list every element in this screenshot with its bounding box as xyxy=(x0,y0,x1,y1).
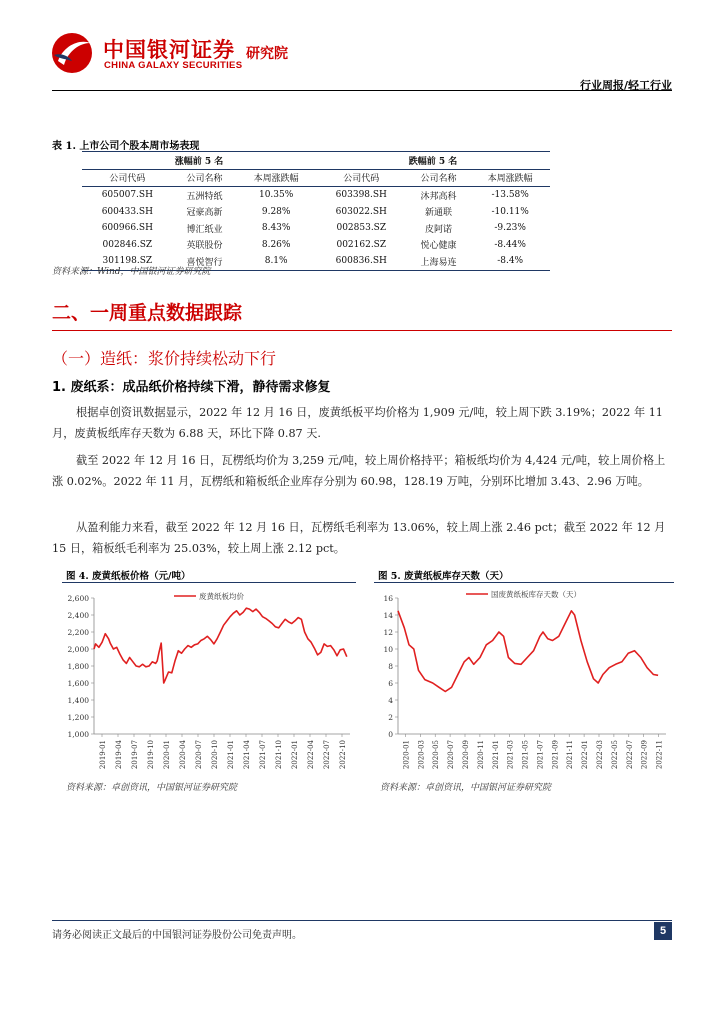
x-tick-label: 2022-04 xyxy=(307,740,315,770)
brand-name-en: CHINA GALAXY SECURITIES xyxy=(104,60,243,71)
y-tick-label: 10 xyxy=(383,645,393,654)
x-tick-label: 2020-11 xyxy=(476,740,485,770)
table-cell: 10.35% xyxy=(258,190,294,201)
waste-paper-inventory-chart xyxy=(374,584,674,776)
x-tick-label: 2019-01 xyxy=(99,740,107,770)
table-cell: 8.1% xyxy=(236,253,316,270)
y-tick-label: 16 xyxy=(383,594,393,603)
y-tick-label: 4 xyxy=(388,696,393,705)
table-cell: 喜悦智行 xyxy=(173,253,237,270)
table-cell: 英联股份 xyxy=(186,241,223,252)
table-cell: 600966.SH xyxy=(101,223,153,234)
figure-4-source: 资料来源：卓创资讯，中国银河证券研究院 xyxy=(66,783,238,793)
x-tick-label: 2022-01 xyxy=(291,740,299,770)
column-header: 本周涨跌幅 xyxy=(236,169,316,187)
header-divider xyxy=(52,90,672,91)
x-tick-label: 2022-01 xyxy=(581,740,590,770)
x-tick-label: 2020-01 xyxy=(163,740,171,770)
table-row xyxy=(82,187,550,204)
table-cell: 8.26% xyxy=(261,239,291,250)
footer-divider xyxy=(52,920,672,921)
series-line xyxy=(94,608,347,683)
x-tick-label: 2021-04 xyxy=(243,740,251,770)
page-number: 5 xyxy=(654,922,672,940)
y-tick-label: 2,400 xyxy=(67,611,89,620)
section-divider xyxy=(52,330,672,331)
y-tick-label: 2 xyxy=(388,713,393,722)
x-tick-label: 2022-09 xyxy=(640,740,649,770)
table-cell: -8.44% xyxy=(494,239,526,250)
column-header: 公司名称 xyxy=(407,169,471,187)
x-tick-label: 2019-10 xyxy=(147,740,155,770)
table-cell: 博汇纸业 xyxy=(186,224,223,235)
y-tick-label: 1,400 xyxy=(67,696,89,705)
column-header: 公司代码 xyxy=(82,169,173,187)
y-tick-label: 2,000 xyxy=(67,645,89,654)
x-tick-label: 2020-07 xyxy=(195,740,203,770)
y-tick-label: 1,800 xyxy=(67,662,89,671)
topic-heading: 1. 废纸系：成品纸价格持续下滑，静待需求修复 xyxy=(52,380,331,395)
table-group-row xyxy=(82,152,550,170)
report-type: 行业周报/轻工行业 xyxy=(579,79,672,92)
column-header: 公司代码 xyxy=(316,169,407,187)
table-row xyxy=(82,220,550,237)
table-header-row xyxy=(82,169,550,187)
x-tick-label: 2020-03 xyxy=(417,740,426,770)
x-tick-label: 2022-10 xyxy=(339,740,347,770)
waste-paper-price-chart xyxy=(62,584,356,776)
table-cell: 603022.SH xyxy=(335,206,387,217)
table-cell: 上海易连 xyxy=(407,253,471,270)
table-cell: 002162.SZ xyxy=(336,239,387,250)
table-cell: 五洲特纸 xyxy=(186,191,223,202)
table-cell: 605007.SH xyxy=(101,190,153,201)
x-tick-label: 2020-07 xyxy=(447,740,456,770)
paragraph-text: 根据卓创资讯数据显示，2022 年 12 月 16 日，废黄纸板平均价格为 1,909 元/吨，较上周下跌 3.19%；2022 年 11 月，废黄板纸库存天数为 6.88 天，环比下降 0.87 天. xyxy=(52,406,663,440)
y-tick-label: 1,600 xyxy=(67,679,89,688)
legend-label: 国废黄纸板库存天数（天） xyxy=(491,590,581,599)
table-cell: 皮阿诺 xyxy=(424,224,452,235)
group-up-label: 涨幅前 5 名 xyxy=(82,152,316,170)
footer-disclaimer: 请务必阅读正文最后的中国银河证券股份公司免责声明。 xyxy=(52,930,302,941)
figure-5-title: 图 5. 废黄纸板库存天数（天） xyxy=(378,571,509,582)
paragraph-text: 截至 2022 年 12 月 16 日，瓦楞纸均价为 3,259 元/吨，较上周价格持平；箱板纸均价为 4,424 元/吨，较上周价格上涨 0.02%。2022 年 11 月，瓦楞纸和箱板纸企业库存分别为 60.98，128.19 万吨，分别环比增加 3.43、2.96 万吨。 xyxy=(52,454,666,488)
x-tick-label: 2022-03 xyxy=(596,740,604,770)
table-source: 资料来源：Wind，中国银河证券研究院 xyxy=(52,267,211,277)
figure-5-rule xyxy=(374,582,674,583)
y-tick-label: 1,000 xyxy=(67,730,89,739)
group-down-label: 跌幅前 5 名 xyxy=(316,152,550,170)
x-tick-label: 2021-01 xyxy=(227,740,235,770)
x-tick-label: 2022-07 xyxy=(323,740,331,770)
table-cell: -10.11% xyxy=(491,206,529,217)
x-tick-label: 2021-07 xyxy=(536,740,545,770)
paragraph-3 xyxy=(52,517,672,559)
table-cell: 9.28% xyxy=(261,206,291,217)
x-tick-label: 2021-03 xyxy=(506,740,515,770)
figure-4-rule xyxy=(62,582,356,583)
x-tick-label: 2020-05 xyxy=(432,740,441,770)
section-heading: 二、一周重点数据跟踪 xyxy=(52,302,243,324)
stock-performance-table xyxy=(82,151,550,271)
y-tick-label: 1,200 xyxy=(67,713,89,722)
subsection-heading: （一）造纸：浆价持续松动下行 xyxy=(52,349,277,368)
table-cell: 新通联 xyxy=(424,208,452,219)
x-tick-label: 2020-10 xyxy=(211,740,219,770)
column-header: 本周涨跌幅 xyxy=(470,169,550,187)
table-cell: -9.23% xyxy=(494,223,526,234)
column-header: 公司名称 xyxy=(173,169,237,187)
x-tick-label: 2020-09 xyxy=(462,740,470,770)
table-cell: 沐邦高科 xyxy=(420,191,457,202)
table-cell: 冠豪高新 xyxy=(186,208,223,219)
table-cell: -13.58% xyxy=(491,190,529,201)
brand-name-cn: 中国银河证券 xyxy=(103,38,235,62)
x-tick-label: 2021-11 xyxy=(566,740,575,770)
x-tick-label: 2020-04 xyxy=(179,740,187,770)
y-tick-label: 2,600 xyxy=(67,594,89,603)
table-cell: 600433.SH xyxy=(101,206,153,217)
y-tick-label: 0 xyxy=(388,730,393,739)
table-cell: 8.43% xyxy=(261,223,291,234)
table-cell: 悦心健康 xyxy=(420,241,457,252)
table-cell: 600836.SH xyxy=(316,253,407,270)
x-tick-label: 2021-10 xyxy=(275,740,283,770)
paragraph-text: 从盈利能力来看，截至 2022 年 12 月 16 日，瓦楞纸毛利率为 13.06%，较上周上涨 2.46 pct；截至 2022 年 12 月 15 日，箱板纸毛利率为 25.03%，较上周上涨 2.12 pct。 xyxy=(52,521,666,555)
x-tick-label: 2021-09 xyxy=(551,740,560,770)
y-tick-label: 2,200 xyxy=(67,628,89,637)
figure-4-title: 图 4. 废黄纸板价格（元/吨） xyxy=(66,571,191,582)
legend-label: 废黄纸板均价 xyxy=(199,592,244,601)
x-tick-label: 2021-01 xyxy=(491,740,500,770)
x-tick-label: 2022-07 xyxy=(625,740,634,770)
paragraph-1 xyxy=(52,402,672,444)
table-cell: 002853.SZ xyxy=(336,223,387,234)
x-tick-label: 2022-05 xyxy=(610,740,619,770)
x-tick-label: 2019-04 xyxy=(115,740,123,770)
x-tick-label: 2019-07 xyxy=(131,740,139,770)
figure-5-source: 资料来源：卓创资讯，中国银河证券研究院 xyxy=(380,783,552,793)
table-title: 表 1. 上市公司个股本周市场表现 xyxy=(52,141,200,152)
y-tick-label: 12 xyxy=(383,628,393,637)
y-tick-label: 8 xyxy=(388,662,393,671)
series-line xyxy=(398,611,658,692)
x-tick-label: 2021-07 xyxy=(259,740,267,770)
table-row xyxy=(82,237,550,254)
x-tick-label: 2022-11 xyxy=(655,740,664,770)
company-logo xyxy=(50,31,94,75)
table-cell: 301198.SZ xyxy=(82,253,173,270)
institute-label: 研究院 xyxy=(246,46,288,62)
x-tick-label: 2021-05 xyxy=(521,740,530,770)
table-cell: 603398.SH xyxy=(335,190,387,201)
x-tick-label: 2020-01 xyxy=(402,740,411,770)
table-cell: -8.4% xyxy=(470,253,550,270)
y-tick-label: 6 xyxy=(388,679,393,688)
table-row xyxy=(82,204,550,221)
table-cell: 002846.SZ xyxy=(102,239,153,250)
y-tick-label: 14 xyxy=(383,611,393,620)
paragraph-2 xyxy=(52,450,672,492)
